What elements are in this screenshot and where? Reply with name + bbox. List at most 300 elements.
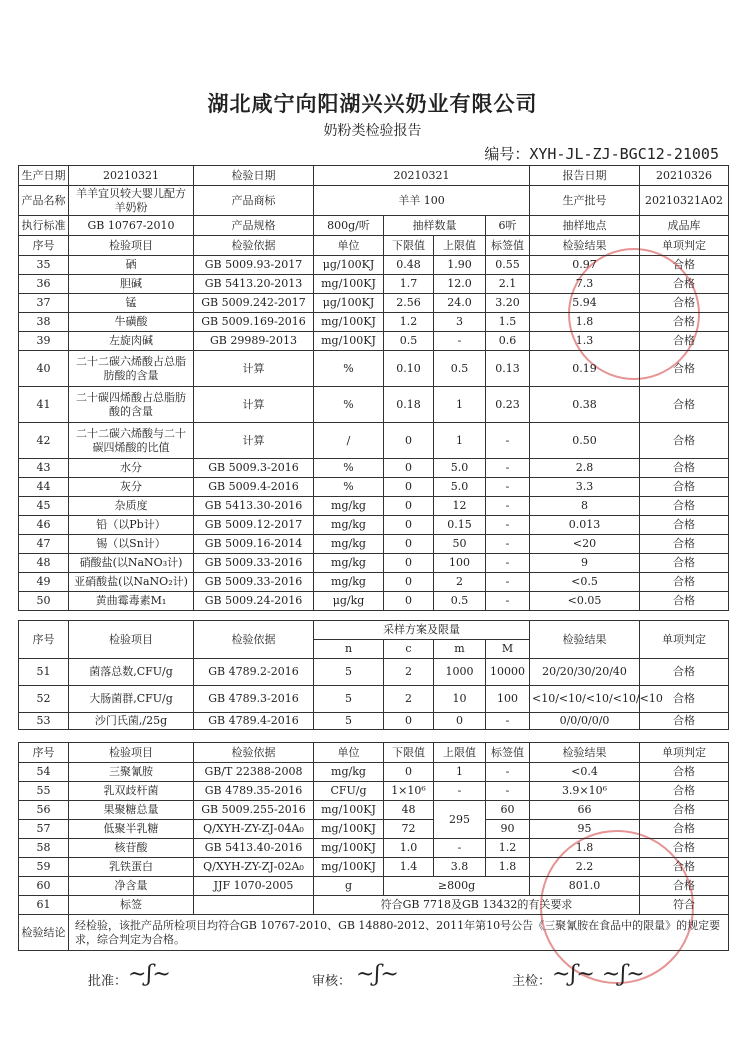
row-seq: 61 bbox=[19, 896, 69, 915]
row-result: 801.0 bbox=[530, 877, 640, 896]
row-label: - bbox=[486, 423, 530, 459]
brand-label: 产品商标 bbox=[194, 186, 314, 216]
table-row bbox=[19, 659, 729, 686]
row-n: 5 bbox=[314, 686, 384, 713]
row-seq: 47 bbox=[19, 535, 69, 554]
row-seq: 43 bbox=[19, 459, 69, 478]
table-row bbox=[19, 686, 729, 713]
row-result: 0.97 bbox=[530, 256, 640, 275]
col-n: n bbox=[314, 640, 384, 659]
row-judge: 合格 bbox=[640, 332, 729, 351]
row-judge: 合格 bbox=[640, 535, 729, 554]
col-plan: 采样方案及限量 bbox=[314, 621, 530, 640]
table-row bbox=[19, 423, 729, 459]
inspector-label: 主检： bbox=[512, 974, 552, 989]
row-upper: 5.0 bbox=[434, 459, 486, 478]
col-lower: 下限值 bbox=[384, 236, 434, 256]
row-item: 亚硝酸盐(以NaNO₂计) bbox=[69, 573, 194, 592]
row-basis: GB 4789.3-2016 bbox=[194, 686, 314, 713]
row-c: 2 bbox=[384, 659, 434, 686]
col-basis-3: 检验依据 bbox=[194, 743, 314, 763]
col-M: M bbox=[486, 640, 530, 659]
row-label: - bbox=[486, 478, 530, 497]
row-c: 2 bbox=[384, 686, 434, 713]
col-label-3: 标签值 bbox=[486, 743, 530, 763]
col-unit-3: 单位 bbox=[314, 743, 384, 763]
row-unit: / bbox=[314, 423, 384, 459]
row-unit: % bbox=[314, 478, 384, 497]
row-seq: 42 bbox=[19, 423, 69, 459]
row-unit: mg/100KJ bbox=[314, 858, 384, 877]
row-seq: 57 bbox=[19, 820, 69, 839]
row-unit: mg/kg bbox=[314, 763, 384, 782]
col-upper: 上限值 bbox=[434, 236, 486, 256]
row-judge: 合格 bbox=[640, 313, 729, 332]
row-basis: GB 5009.33-2016 bbox=[194, 573, 314, 592]
row-label: 0.13 bbox=[486, 351, 530, 387]
col-judge-3: 单项判定 bbox=[640, 743, 729, 763]
row-label: 1.8 bbox=[486, 858, 530, 877]
sample-loc: 成品库 bbox=[640, 216, 729, 236]
row-unit: mg/100KJ bbox=[314, 275, 384, 294]
row-basis: 计算 bbox=[194, 387, 314, 423]
row-label: - bbox=[486, 592, 530, 611]
row-basis: GB 5009.12-2017 bbox=[194, 516, 314, 535]
table-row bbox=[19, 275, 729, 294]
col-result-3: 检验结果 bbox=[530, 743, 640, 763]
row-m: 0 bbox=[434, 713, 486, 730]
row-result: 3.3 bbox=[530, 478, 640, 497]
row-seq: 37 bbox=[19, 294, 69, 313]
row-judge: 合格 bbox=[640, 516, 729, 535]
row-seq: 41 bbox=[19, 387, 69, 423]
row-unit: mg/100KJ bbox=[314, 332, 384, 351]
row-unit: mg/kg bbox=[314, 535, 384, 554]
row-basis: GB 4789.4-2016 bbox=[194, 713, 314, 730]
row-seq: 48 bbox=[19, 554, 69, 573]
standard-label: 执行标准 bbox=[19, 216, 69, 236]
batch-label: 生产批号 bbox=[530, 186, 640, 216]
row-basis: GB 5009.242-2017 bbox=[194, 294, 314, 313]
row-upper: - bbox=[434, 332, 486, 351]
row-item: 牛磺酸 bbox=[69, 313, 194, 332]
row-upper: 24.0 bbox=[434, 294, 486, 313]
report-date: 20210326 bbox=[640, 166, 729, 186]
row-label: 1.5 bbox=[486, 313, 530, 332]
row-upper: 12 bbox=[434, 497, 486, 516]
row-label: 0.23 bbox=[486, 387, 530, 423]
row-judge: 合格 bbox=[640, 592, 729, 611]
row-judge: 合格 bbox=[640, 294, 729, 313]
row-judge: 合格 bbox=[640, 387, 729, 423]
row-limit: ≥800g bbox=[384, 877, 530, 896]
row-result: 2.2 bbox=[530, 858, 640, 877]
row-result: 1.8 bbox=[530, 313, 640, 332]
row-result: 0.013 bbox=[530, 516, 640, 535]
row-lower: 1.7 bbox=[384, 275, 434, 294]
col-seq: 序号 bbox=[19, 236, 69, 256]
row-item: 灰分 bbox=[69, 478, 194, 497]
row-result: <0.4 bbox=[530, 763, 640, 782]
row-limit: 符合GB 7718及GB 13432的有关要求 bbox=[314, 896, 640, 915]
row-basis: GB 5009.255-2016 bbox=[194, 801, 314, 820]
table-row bbox=[19, 351, 729, 387]
row-judge: 合格 bbox=[640, 497, 729, 516]
row-seq: 60 bbox=[19, 877, 69, 896]
row-lower: 0 bbox=[384, 423, 434, 459]
row-item: 黄曲霉毒素M₁ bbox=[69, 592, 194, 611]
row-result: 1.3 bbox=[530, 332, 640, 351]
row-judge: 合格 bbox=[640, 573, 729, 592]
row-seq: 38 bbox=[19, 313, 69, 332]
row-lower: 0 bbox=[384, 497, 434, 516]
table-row bbox=[19, 592, 729, 611]
table-row bbox=[19, 801, 729, 820]
col-item-3: 检验项目 bbox=[69, 743, 194, 763]
col-lower-3: 下限值 bbox=[384, 743, 434, 763]
row-unit: mg/kg bbox=[314, 573, 384, 592]
row-unit: μg/100KJ bbox=[314, 294, 384, 313]
row-lower: 0.5 bbox=[384, 332, 434, 351]
row-lower: 0 bbox=[384, 592, 434, 611]
row-seq: 39 bbox=[19, 332, 69, 351]
row-basis: GB 29989-2013 bbox=[194, 332, 314, 351]
row-unit: % bbox=[314, 351, 384, 387]
row-lower: 72 bbox=[384, 820, 434, 839]
table-row bbox=[19, 332, 729, 351]
row-label: - bbox=[486, 497, 530, 516]
row-upper: 1 bbox=[434, 387, 486, 423]
row-basis: GB 5413.20-2013 bbox=[194, 275, 314, 294]
row-judge: 合格 bbox=[640, 275, 729, 294]
row-judge: 合格 bbox=[640, 713, 729, 730]
table-row bbox=[19, 573, 729, 592]
row-n: 5 bbox=[314, 659, 384, 686]
row-upper: 50 bbox=[434, 535, 486, 554]
row-lower: 0 bbox=[384, 535, 434, 554]
row-result: 2.8 bbox=[530, 459, 640, 478]
col-basis-2: 检验依据 bbox=[194, 621, 314, 659]
row-seq: 36 bbox=[19, 275, 69, 294]
test-date-label: 检验日期 bbox=[194, 166, 314, 186]
row-lower: 0.48 bbox=[384, 256, 434, 275]
standard: GB 10767-2010 bbox=[69, 216, 194, 236]
row-M: 100 bbox=[486, 686, 530, 713]
row-label: - bbox=[486, 573, 530, 592]
row-basis: GB 5009.93-2017 bbox=[194, 256, 314, 275]
row-item: 硝酸盐(以NaNO₃计) bbox=[69, 554, 194, 573]
row-upper: 295 bbox=[434, 801, 486, 839]
row-item: 胆碱 bbox=[69, 275, 194, 294]
row-item: 标签 bbox=[69, 896, 194, 915]
row-m: 1000 bbox=[434, 659, 486, 686]
row-result: 3.9×10⁶ bbox=[530, 782, 640, 801]
row-item: 二十二碳六烯酸与二十碳四烯酸的比值 bbox=[69, 423, 194, 459]
row-basis: GB/T 22388-2008 bbox=[194, 763, 314, 782]
row-item: 左旋肉碱 bbox=[69, 332, 194, 351]
row-item: 铅（以Pb计） bbox=[69, 516, 194, 535]
row-basis: GB 5413.40-2016 bbox=[194, 839, 314, 858]
row-judge: 合格 bbox=[640, 459, 729, 478]
row-basis: GB 5009.24-2016 bbox=[194, 592, 314, 611]
row-unit: mg/100KJ bbox=[314, 801, 384, 820]
sample-qty: 6听 bbox=[486, 216, 530, 236]
reviewer-label: 审核： bbox=[312, 974, 352, 989]
row-item: 三聚氰胺 bbox=[69, 763, 194, 782]
row-result: <0.05 bbox=[530, 592, 640, 611]
table-row bbox=[19, 820, 729, 839]
row-unit: g bbox=[314, 877, 384, 896]
col-upper-3: 上限值 bbox=[434, 743, 486, 763]
approver-signature: ~ʃ~ bbox=[128, 962, 171, 987]
test-date: 20210321 bbox=[314, 166, 530, 186]
row-result: 1.8 bbox=[530, 839, 640, 858]
row-M: 10000 bbox=[486, 659, 530, 686]
row-seq: 52 bbox=[19, 686, 69, 713]
row-judge: 合格 bbox=[640, 877, 729, 896]
row-basis: JJF 1070-2005 bbox=[194, 877, 314, 896]
row-upper: 100 bbox=[434, 554, 486, 573]
row-unit: mg/kg bbox=[314, 554, 384, 573]
row-lower: 0 bbox=[384, 763, 434, 782]
report-number: 编号：XYH-JL-ZJ-BGC12-21005 bbox=[484, 145, 719, 163]
row-seq: 45 bbox=[19, 497, 69, 516]
spec: 800g/听 bbox=[314, 216, 384, 236]
row-upper: 1.90 bbox=[434, 256, 486, 275]
table-row bbox=[19, 478, 729, 497]
row-label: - bbox=[486, 763, 530, 782]
col-unit: 单位 bbox=[314, 236, 384, 256]
row-unit: μg/100KJ bbox=[314, 256, 384, 275]
row-upper: 3.8 bbox=[434, 858, 486, 877]
row-basis: 计算 bbox=[194, 351, 314, 387]
row-result: <10/<10/<10/<10/<10 bbox=[530, 686, 640, 713]
row-seq: 35 bbox=[19, 256, 69, 275]
row-label: 0.55 bbox=[486, 256, 530, 275]
row-item: 乳铁蛋白 bbox=[69, 858, 194, 877]
table-row bbox=[19, 763, 729, 782]
row-lower: 48 bbox=[384, 801, 434, 820]
row-lower: 0 bbox=[384, 554, 434, 573]
row-lower: 1×10⁶ bbox=[384, 782, 434, 801]
table-row bbox=[19, 294, 729, 313]
row-c: 0 bbox=[384, 713, 434, 730]
row-result: 7.3 bbox=[530, 275, 640, 294]
row-result: 95 bbox=[530, 820, 640, 839]
row-item: 锡（以Sn计） bbox=[69, 535, 194, 554]
row-item: 菌落总数,CFU/g bbox=[69, 659, 194, 686]
row-label: - bbox=[486, 782, 530, 801]
row-seq: 58 bbox=[19, 839, 69, 858]
spec-label: 产品规格 bbox=[194, 216, 314, 236]
row-judge: 合格 bbox=[640, 351, 729, 387]
row-lower: 0.18 bbox=[384, 387, 434, 423]
row-unit: mg/100KJ bbox=[314, 839, 384, 858]
table-row bbox=[19, 459, 729, 478]
row-unit: mg/kg bbox=[314, 516, 384, 535]
table-row bbox=[19, 313, 729, 332]
row-item: 低聚半乳糖 bbox=[69, 820, 194, 839]
row-label: 90 bbox=[486, 820, 530, 839]
row-result: 0/0/0/0/0 bbox=[530, 713, 640, 730]
row-judge: 合格 bbox=[640, 839, 729, 858]
row-lower: 2.56 bbox=[384, 294, 434, 313]
row-basis bbox=[194, 896, 314, 915]
row-item: 净含量 bbox=[69, 877, 194, 896]
row-seq: 53 bbox=[19, 713, 69, 730]
product-name-label: 产品名称 bbox=[19, 186, 69, 216]
table-row bbox=[19, 554, 729, 573]
micro-table bbox=[18, 620, 729, 730]
row-upper: 0.5 bbox=[434, 351, 486, 387]
other-table bbox=[18, 742, 729, 951]
row-lower: 0 bbox=[384, 573, 434, 592]
row-unit: mg/100KJ bbox=[314, 820, 384, 839]
product-name: 羊羊宜贝较大婴儿配方羊奶粉 bbox=[69, 186, 194, 216]
row-upper: 0.5 bbox=[434, 592, 486, 611]
row-result: 8 bbox=[530, 497, 640, 516]
row-lower: 0 bbox=[384, 459, 434, 478]
row-result: 9 bbox=[530, 554, 640, 573]
row-judge: 合格 bbox=[640, 554, 729, 573]
brand: 羊羊 100 bbox=[314, 186, 530, 216]
row-judge: 合格 bbox=[640, 782, 729, 801]
row-judge: 合格 bbox=[640, 659, 729, 686]
row-judge: 合格 bbox=[640, 801, 729, 820]
row-basis: GB 5009.3-2016 bbox=[194, 459, 314, 478]
report-date-label: 报告日期 bbox=[530, 166, 640, 186]
row-result: 20/20/30/20/40 bbox=[530, 659, 640, 686]
row-unit: % bbox=[314, 459, 384, 478]
row-item: 硒 bbox=[69, 256, 194, 275]
row-unit: CFU/g bbox=[314, 782, 384, 801]
row-label: - bbox=[486, 535, 530, 554]
row-lower: 1.2 bbox=[384, 313, 434, 332]
conclusion-label: 检验结论 bbox=[19, 915, 69, 951]
table-row bbox=[19, 256, 729, 275]
batch: 20210321A02 bbox=[640, 186, 729, 216]
row-upper: 0.15 bbox=[434, 516, 486, 535]
col-judge: 单项判定 bbox=[640, 236, 729, 256]
row-seq: 55 bbox=[19, 782, 69, 801]
row-basis: 计算 bbox=[194, 423, 314, 459]
row-item: 核苷酸 bbox=[69, 839, 194, 858]
row-basis: Q/XYH-ZY-ZJ-02A₀ bbox=[194, 858, 314, 877]
row-upper: - bbox=[434, 839, 486, 858]
row-lower: 0.10 bbox=[384, 351, 434, 387]
row-item: 二十碳四烯酸占总脂肪酸的含量 bbox=[69, 387, 194, 423]
row-judge: 合格 bbox=[640, 858, 729, 877]
table-row bbox=[19, 858, 729, 877]
row-judge: 合格 bbox=[640, 686, 729, 713]
row-label: 1.2 bbox=[486, 839, 530, 858]
row-result: 0.50 bbox=[530, 423, 640, 459]
row-unit: % bbox=[314, 387, 384, 423]
row-result: 66 bbox=[530, 801, 640, 820]
row-basis: GB 4789.2-2016 bbox=[194, 659, 314, 686]
row-item: 乳双歧杆菌 bbox=[69, 782, 194, 801]
table-row bbox=[19, 877, 729, 896]
row-judge: 合格 bbox=[640, 256, 729, 275]
row-seq: 51 bbox=[19, 659, 69, 686]
row-label: 0.6 bbox=[486, 332, 530, 351]
conclusion-text: 经检验，该批产品所检项目均符合GB 10767-2010、GB 14880-2012、2011年第10号公告《三聚氰胺在食品中的限量》的规定要求，综合判定为合格。 bbox=[69, 915, 729, 951]
row-seq: 49 bbox=[19, 573, 69, 592]
row-upper: 2 bbox=[434, 573, 486, 592]
company-name: 湖北咸宁向阳湖兴兴奶业有限公司 bbox=[207, 92, 538, 116]
row-basis: GB 5009.33-2016 bbox=[194, 554, 314, 573]
row-judge: 合格 bbox=[640, 820, 729, 839]
table-row bbox=[19, 497, 729, 516]
table-row bbox=[19, 516, 729, 535]
col-item: 检验项目 bbox=[69, 236, 194, 256]
col-c: c bbox=[384, 640, 434, 659]
col-result: 检验结果 bbox=[530, 236, 640, 256]
row-judge: 符合 bbox=[640, 896, 729, 915]
table-row bbox=[19, 839, 729, 858]
row-seq: 44 bbox=[19, 478, 69, 497]
row-result: 5.94 bbox=[530, 294, 640, 313]
row-label: 3.20 bbox=[486, 294, 530, 313]
row-item: 杂质度 bbox=[69, 497, 194, 516]
col-seq-2: 序号 bbox=[19, 621, 69, 659]
row-item: 水分 bbox=[69, 459, 194, 478]
row-upper: 3 bbox=[434, 313, 486, 332]
row-upper: 1 bbox=[434, 423, 486, 459]
row-label: 60 bbox=[486, 801, 530, 820]
row-result: <20 bbox=[530, 535, 640, 554]
row-seq: 50 bbox=[19, 592, 69, 611]
row-seq: 46 bbox=[19, 516, 69, 535]
row-item: 大肠菌群,CFU/g bbox=[69, 686, 194, 713]
approver-label: 批准： bbox=[88, 974, 128, 989]
row-upper: 5.0 bbox=[434, 478, 486, 497]
row-basis: Q/XYH-ZY-ZJ-04A₀ bbox=[194, 820, 314, 839]
row-judge: 合格 bbox=[640, 478, 729, 497]
row-seq: 56 bbox=[19, 801, 69, 820]
report-title: 奶粉类检验报告 bbox=[323, 123, 422, 139]
row-label: - bbox=[486, 554, 530, 573]
row-basis: GB 4789.35-2016 bbox=[194, 782, 314, 801]
row-basis: GB 5009.169-2016 bbox=[194, 313, 314, 332]
table-row bbox=[19, 535, 729, 554]
row-seq: 59 bbox=[19, 858, 69, 877]
row-label: - bbox=[486, 516, 530, 535]
table-row bbox=[19, 782, 729, 801]
row-lower: 1.0 bbox=[384, 839, 434, 858]
row-judge: 合格 bbox=[640, 763, 729, 782]
col-basis: 检验依据 bbox=[194, 236, 314, 256]
table-row bbox=[19, 713, 729, 730]
prod-date-label: 生产日期 bbox=[19, 166, 69, 186]
col-label: 标签值 bbox=[486, 236, 530, 256]
row-seq: 40 bbox=[19, 351, 69, 387]
row-lower: 1.4 bbox=[384, 858, 434, 877]
row-lower: 0 bbox=[384, 478, 434, 497]
row-result: <0.5 bbox=[530, 573, 640, 592]
row-lower: 0 bbox=[384, 516, 434, 535]
row-M: - bbox=[486, 713, 530, 730]
prod-date: 20210321 bbox=[69, 166, 194, 186]
table-row bbox=[19, 896, 729, 915]
row-item: 二十二碳六烯酸占总脂肪酸的含量 bbox=[69, 351, 194, 387]
row-judge: 合格 bbox=[640, 423, 729, 459]
row-result: 0.38 bbox=[530, 387, 640, 423]
col-result-2: 检验结果 bbox=[530, 621, 640, 659]
row-n: 5 bbox=[314, 713, 384, 730]
row-basis: GB 5009.4-2016 bbox=[194, 478, 314, 497]
col-judge-2: 单项判定 bbox=[640, 621, 729, 659]
